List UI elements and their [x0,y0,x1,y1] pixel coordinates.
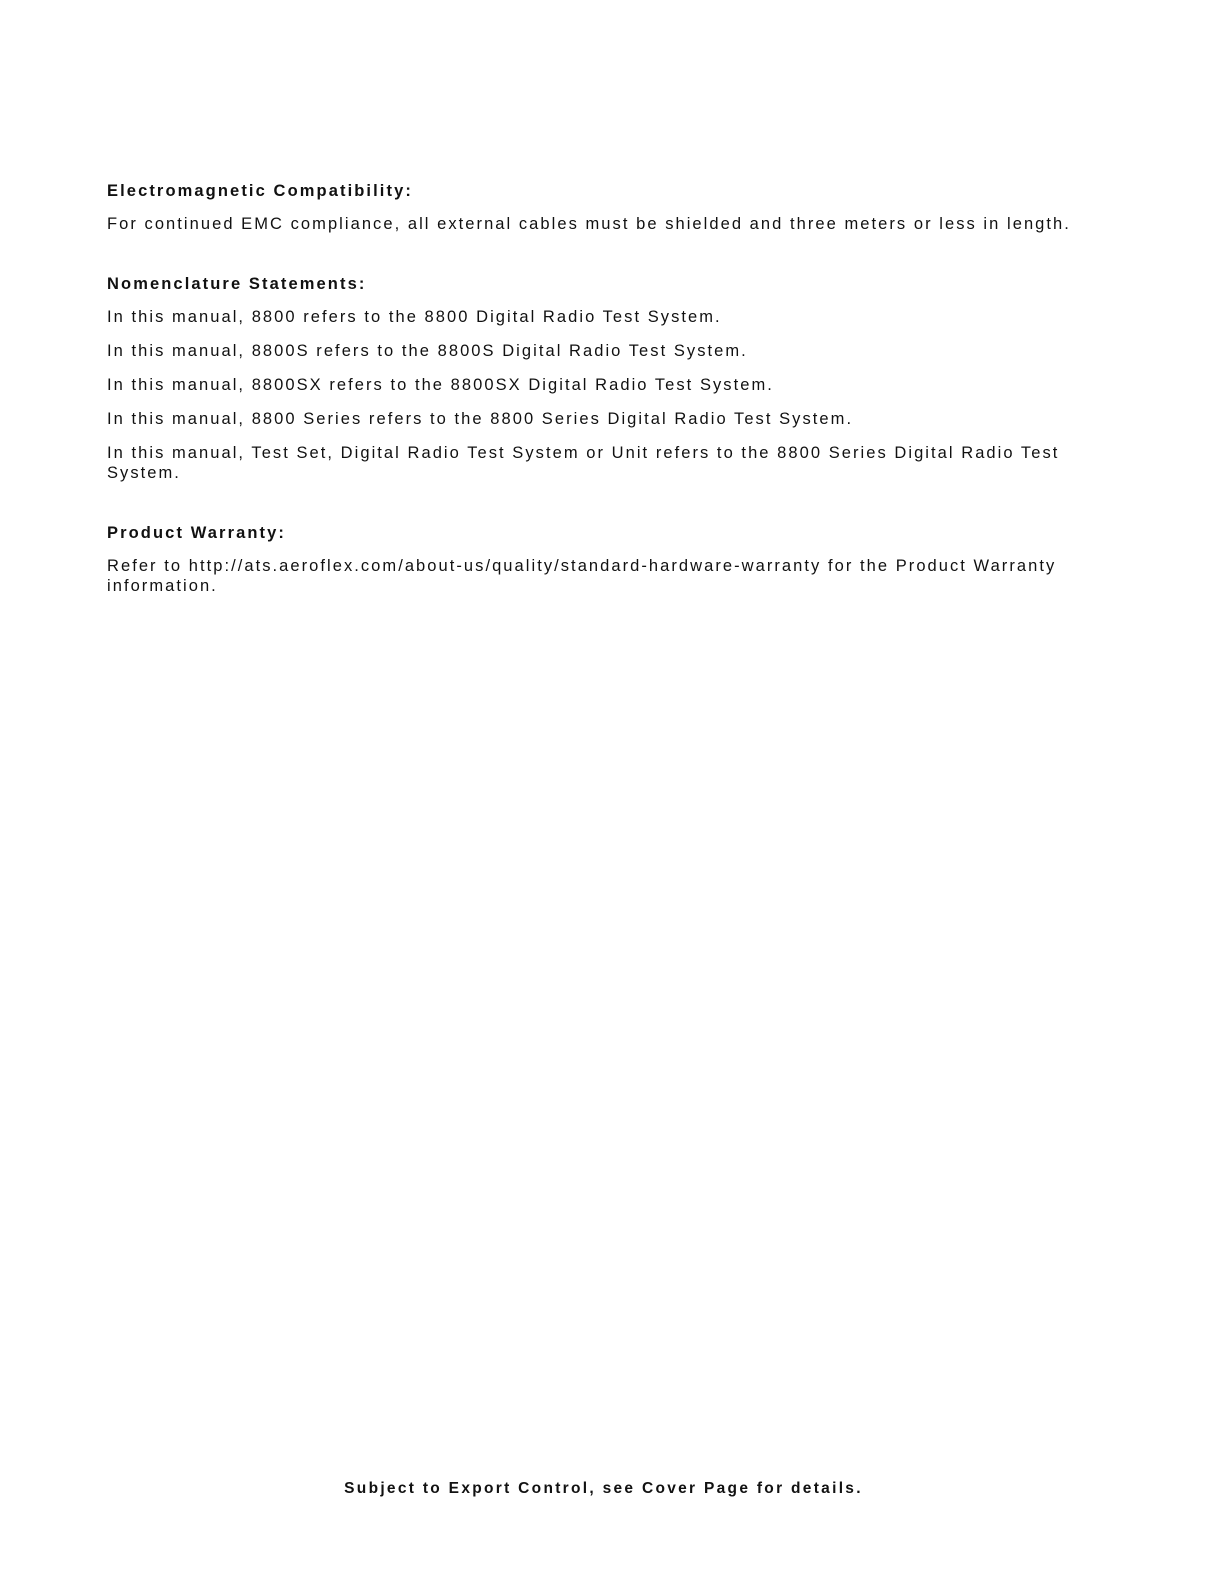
nomenclature-paragraph-8800sx: In this manual, 8800SX refers to the 8800SX Digital Radio Test System. [107,376,774,394]
nomenclature-paragraph-test-set: In this manual, Test Set, Digital Radio Test System or Unit refers to the 8800 Series Digital Radio Test System. [107,444,1060,482]
emc-paragraph: For continued EMC compliance, all external cables must be shielded and three meters or less in length. [107,215,1071,233]
section-warranty [107,523,1077,596]
nomenclature-paragraph-8800: In this manual, 8800 refers to the 8800 Digital Radio Test System. [107,308,722,326]
section-emc [107,181,1077,234]
section-title-emc: Electromagnetic Compatibility: [107,182,413,200]
section-title-nomenclature: Nomenclature Statements: [107,275,367,293]
export-control-footer: Subject to Export Control, see Cover Page for details. [344,1480,863,1497]
section-title-warranty: Product Warranty: [107,524,287,542]
nomenclature-paragraph-8800-series: In this manual, 8800 Series refers to the 8800 Series Digital Radio Test System. [107,410,854,428]
document-page [107,181,1077,596]
nomenclature-paragraph-8800s: In this manual, 8800S refers to the 8800S Digital Radio Test System. [107,342,748,360]
warranty-paragraph: Refer to http://ats.aeroflex.com/about-us/quality/standard-hardware-warranty for the Product Warranty information. [107,557,1057,595]
section-nomenclature [107,274,1077,483]
